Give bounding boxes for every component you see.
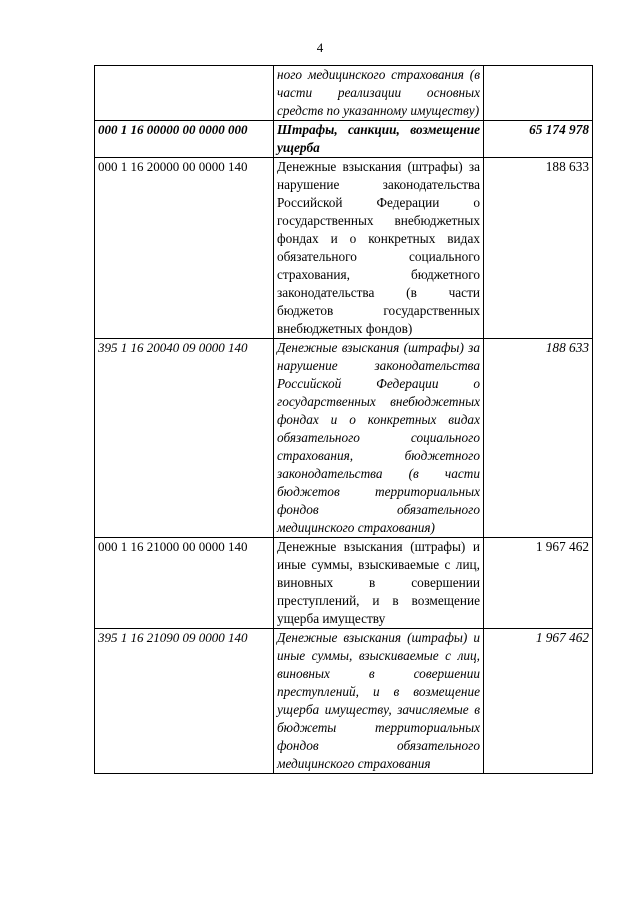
amount-cell: 1 967 462: [484, 629, 593, 774]
description-cell: ного медицинского страхования (в части реализации основных средств по указанному имуществу): [274, 66, 484, 121]
table-row: [95, 158, 593, 339]
description-cell: Денежные взыскания (штрафы) и иные суммы, взыскиваемые с лиц, виновных в совершении преступлений, и в возмещение ущерба имуществу: [274, 538, 484, 629]
table-row: [95, 538, 593, 629]
budget-code-cell: [95, 66, 274, 121]
description-cell: Денежные взыскания (штрафы) и иные суммы, взыскиваемые с лиц, виновных в совершении преступлений, и в возмещение ущерба имуществу, зачисляемые в бюджеты территориальных фондов обязательного медицинского страхования: [274, 629, 484, 774]
budget-revenue-table: [94, 65, 593, 774]
budget-code-cell: 000 1 16 00000 00 0000 000: [95, 121, 274, 158]
amount-cell: 1 967 462: [484, 538, 593, 629]
description-cell: Денежные взыскания (штрафы) за нарушение законодательства Российской Федерации о государственных внебюджетных фондах и о конкретных видах обязательного социального страхования, бюджетного законодательства (в части бюджетов государственных внебюджетных фондов): [274, 158, 484, 339]
table-row: [95, 629, 593, 774]
table-row: [95, 66, 593, 121]
page-number: 4: [316, 40, 324, 55]
table-row: [95, 121, 593, 158]
amount-cell: 188 633: [484, 158, 593, 339]
budget-code-cell: 395 1 16 20040 09 0000 140: [95, 339, 274, 538]
amount-cell: 188 633: [484, 339, 593, 538]
description-cell: Штрафы, санкции, возмещение ущерба: [274, 121, 484, 158]
description-cell: Денежные взыскания (штрафы) за нарушение законодательства Российской Федерации о государственных внебюджетных фондах и о конкретных видах обязательного социального страхования, бюджетного законодательства (в части бюджетов территориальных фондов обязательного медицинского страхования): [274, 339, 484, 538]
budget-code-cell: 395 1 16 21090 09 0000 140: [95, 629, 274, 774]
budget-code-cell: 000 1 16 21000 00 0000 140: [95, 538, 274, 629]
budget-code-cell: 000 1 16 20000 00 0000 140: [95, 158, 274, 339]
amount-cell: [484, 66, 593, 121]
amount-cell: 65 174 978: [484, 121, 593, 158]
table-row: [95, 339, 593, 538]
